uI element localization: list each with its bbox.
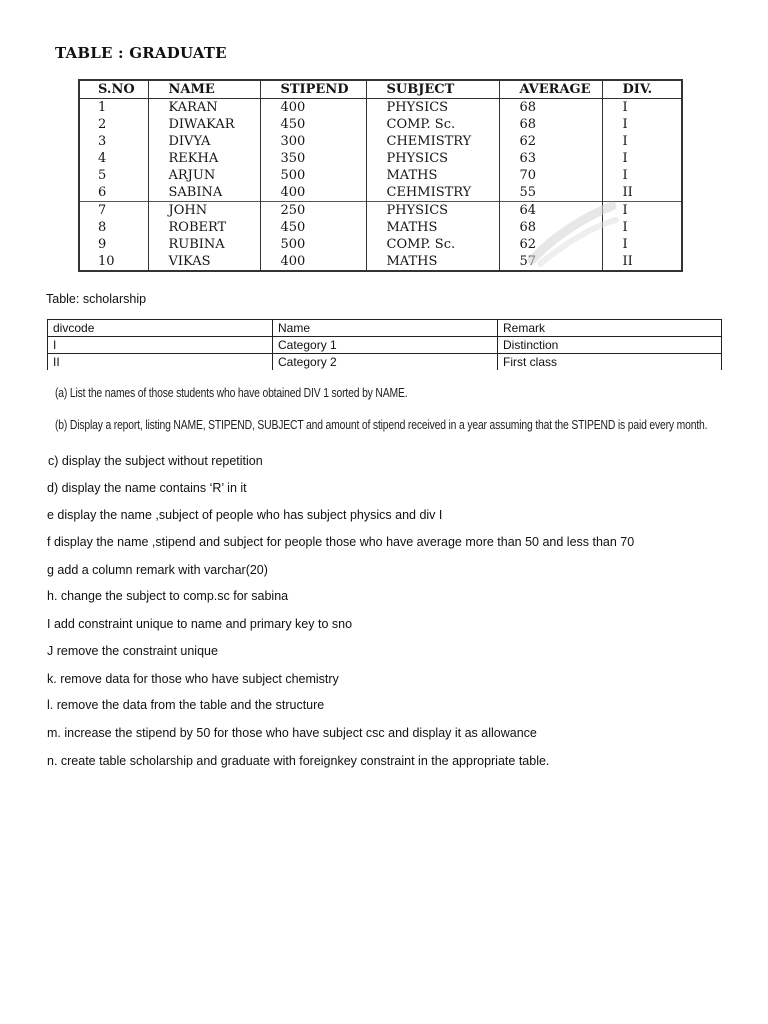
question-e: e display the name ,subject of people who has subject physics and div I [47, 508, 443, 522]
table-row [79, 116, 682, 133]
cell-subject: MATHS [366, 219, 499, 236]
cell-sno: 9 [79, 236, 148, 253]
header-average: AVERAGE [499, 80, 602, 99]
cell-div: I [602, 219, 682, 236]
cell-name: REKHA [148, 150, 260, 167]
cell-name: SABINA [148, 184, 260, 202]
cell-stipend: 450 [260, 116, 366, 133]
question-k: k. remove data for those who have subject chemistry [47, 672, 339, 686]
table-row [79, 150, 682, 167]
question-d: d) display the name contains ‘R’ in it [47, 481, 247, 495]
cell-subject: COMP. Sc. [366, 116, 499, 133]
cell-average: 55 [499, 184, 602, 202]
cell-subject: PHYSICS [366, 99, 499, 117]
cell-sno: 6 [79, 184, 148, 202]
cell-sno: 4 [79, 150, 148, 167]
cell-average: 63 [499, 150, 602, 167]
table-row [79, 202, 682, 220]
cell-div: I [602, 99, 682, 117]
cell-name: ROBERT [148, 219, 260, 236]
question-j: J remove the constraint unique [47, 644, 218, 658]
question-m: m. increase the stipend by 50 for those who have subject csc and display it as allowance [47, 726, 537, 740]
cell-subject: COMP. Sc. [366, 236, 499, 253]
cell-remark: First class [498, 354, 722, 371]
header-divcode: divcode [48, 320, 273, 337]
cell-div: I [602, 236, 682, 253]
header-remark: Remark [498, 320, 722, 337]
question-n: n. create table scholarship and graduate with foreignkey constraint in the appropriate table. [47, 754, 550, 768]
cell-subject: CEHMISTRY [366, 184, 499, 202]
header-div: DIV. [602, 80, 682, 99]
cell-average: 57 [499, 253, 602, 271]
question-h: h. change the subject to comp.sc for sabina [47, 589, 289, 603]
cell-div: II [602, 253, 682, 271]
cell-divcode: I [48, 337, 273, 354]
cell-average: 68 [499, 219, 602, 236]
cell-sno: 7 [79, 202, 148, 220]
cell-name: ARJUN [148, 167, 260, 184]
cell-name: JOHN [148, 202, 260, 220]
table-row [79, 133, 682, 150]
cell-sno: 5 [79, 167, 148, 184]
cell-remark: Distinction [498, 337, 722, 354]
cell-stipend: 500 [260, 167, 366, 184]
cell-stipend: 250 [260, 202, 366, 220]
cell-average: 62 [499, 236, 602, 253]
cell-div: I [602, 133, 682, 150]
header-stipend: STIPEND [260, 80, 366, 99]
cell-subject: PHYSICS [366, 202, 499, 220]
question-l: l. remove the data from the table and the structure [47, 698, 325, 712]
cell-average: 62 [499, 133, 602, 150]
cell-stipend: 350 [260, 150, 366, 167]
cell-div: I [602, 202, 682, 220]
cell-sno: 2 [79, 116, 148, 133]
table-row [48, 354, 722, 371]
table-row [79, 236, 682, 253]
header-sno: S.NO [79, 80, 148, 99]
cell-div: I [602, 167, 682, 184]
cell-divcode: II [48, 354, 273, 371]
cell-sno: 3 [79, 133, 148, 150]
cell-stipend: 400 [260, 99, 366, 117]
cell-stipend: 300 [260, 133, 366, 150]
table-row [79, 253, 682, 271]
cell-name: KARAN [148, 99, 260, 117]
cell-div: I [602, 150, 682, 167]
question-f: f display the name ,stipend and subject for people those who have average more than 50 and less than 70 [47, 535, 635, 549]
cell-name: DIWAKAR [148, 116, 260, 133]
cell-name: DIVYA [148, 133, 260, 150]
cell-name: VIKAS [148, 253, 260, 271]
question-i: I add constraint unique to name and primary key to sno [47, 617, 353, 631]
table-row [79, 99, 682, 117]
table-row [79, 167, 682, 184]
graduate-header-row [79, 80, 682, 99]
cell-subject: PHYSICS [366, 150, 499, 167]
header-subject: SUBJECT [366, 80, 499, 99]
header-name: NAME [148, 80, 260, 99]
cell-average: 68 [499, 99, 602, 117]
cell-sno: 8 [79, 219, 148, 236]
cell-average: 68 [499, 116, 602, 133]
cell-subject: MATHS [366, 253, 499, 271]
cell-name: RUBINA [148, 236, 260, 253]
cell-div: I [602, 116, 682, 133]
cell-stipend: 450 [260, 219, 366, 236]
cell-subject: MATHS [366, 167, 499, 184]
cell-stipend: 400 [260, 184, 366, 202]
cell-sno: 10 [79, 253, 148, 271]
question-g: g add a column remark with varchar(20) [47, 563, 268, 577]
cell-stipend: 400 [260, 253, 366, 271]
cell-sno: 1 [79, 99, 148, 117]
graduate-table [78, 79, 683, 272]
cell-name: Category 1 [273, 337, 498, 354]
scholarship-table [47, 319, 722, 370]
question-b: (b) Display a report, listing NAME, STIPEND, SUBJECT and amount of stipend received in a year assuming that the STIPEND is paid every month. [55, 418, 708, 432]
table-row [79, 219, 682, 236]
question-c: c) display the subject without repetition [48, 454, 263, 468]
header-name: Name [273, 320, 498, 337]
cell-subject: CHEMISTRY [366, 133, 499, 150]
graduate-table-title: TABLE : GRADUATE [55, 44, 227, 62]
question-a: (a) List the names of those students who have obtained DIV 1 sorted by NAME. [55, 386, 408, 400]
table-row [79, 184, 682, 202]
table-row [48, 337, 722, 354]
cell-div: II [602, 184, 682, 202]
scholarship-header-row [48, 320, 722, 337]
cell-stipend: 500 [260, 236, 366, 253]
cell-average: 70 [499, 167, 602, 184]
cell-average: 64 [499, 202, 602, 220]
scholarship-table-title: Table: scholarship [46, 292, 147, 306]
cell-name: Category 2 [273, 354, 498, 371]
